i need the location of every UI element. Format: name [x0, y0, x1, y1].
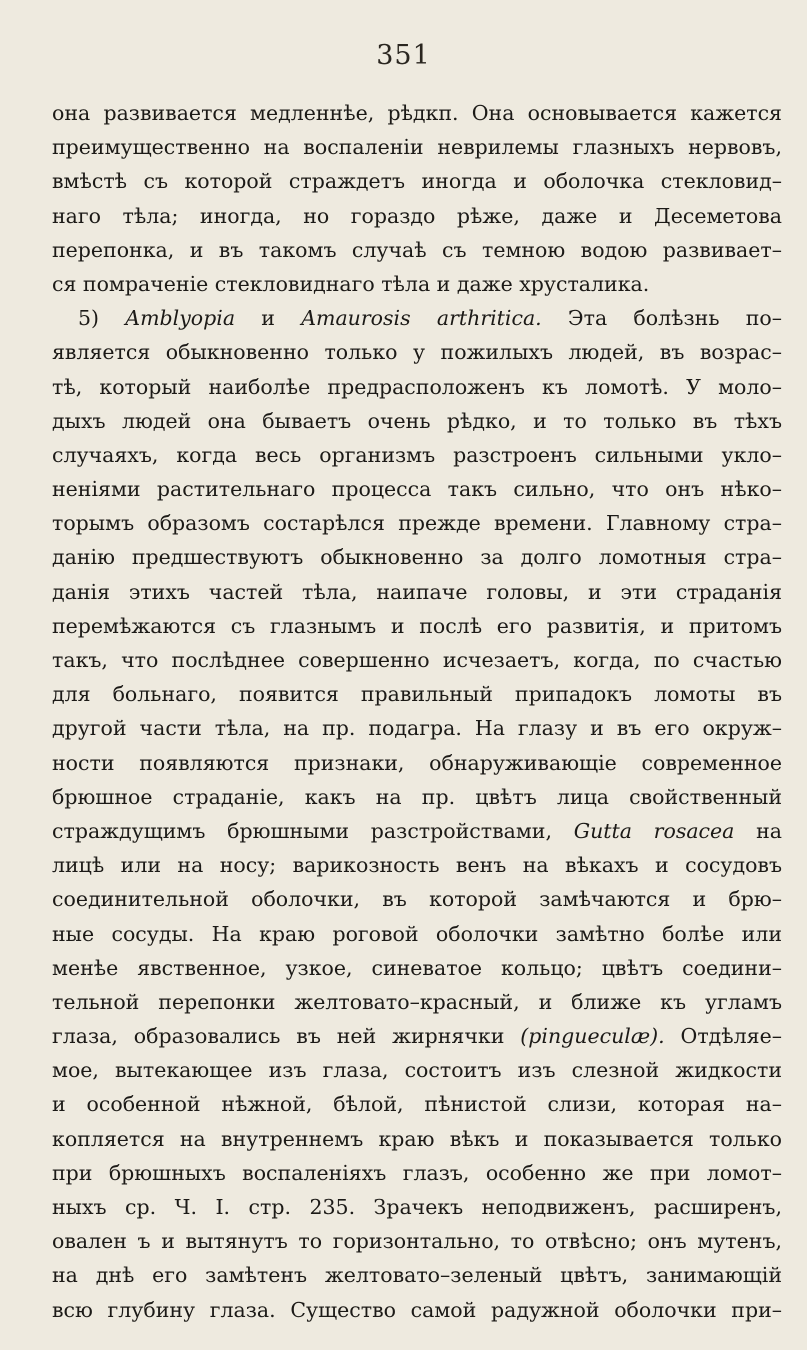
latin-term: (pingueculæ). — [520, 1024, 665, 1049]
text-line: лицѣ или на носу; варикозность венъ на вѣкахъ и сосудовъ — [52, 853, 782, 878]
text-line — [52, 301, 782, 335]
text-line: перемѣжаются съ глазнымъ и послѣ его развитія, и притомъ — [52, 613, 782, 638]
text-line: тѣ, который наиболѣе предрасположенъ къ ломотѣ. У моло– — [52, 374, 782, 399]
text-line — [52, 814, 782, 848]
text-line: торымъ образомъ состарѣлся прежде времени. Главному стра– — [52, 511, 782, 536]
latin-term: Amblyopia — [125, 306, 236, 331]
text-line: овален ъ и вытянутъ то горизонтально, то отвѣсно; онъ мутенъ, — [52, 1229, 782, 1254]
text-segment: и — [235, 306, 302, 331]
text-line: вмѣстѣ съ которой страждетъ иногда и оболочка стекловид– — [52, 169, 782, 194]
text-line: перепонка, и въ такомъ случаѣ съ темною водою развивает– — [52, 237, 782, 262]
text-line: ности появляются признаки, обнаруживающіе современное — [52, 750, 782, 775]
text-line: тельной перепонки желтовато–красный, и ближе къ угламъ — [52, 989, 782, 1014]
text-line: данію предшествуютъ обыкновенно за долго ломотныя стра– — [52, 545, 782, 570]
text-line: неніями растительнаго процесса такъ сильно, что онъ нѣко– — [52, 477, 782, 502]
text-segment: на — [734, 818, 782, 843]
text-line: на днѣ его замѣтенъ желтовато–зеленый цвѣтъ, занимающій — [52, 1263, 782, 1288]
text-line: брюшное страданіе, какъ на пр. цвѣтъ лица свойственный — [52, 784, 782, 809]
text-line: такъ, что послѣднее совершенно исчезаетъ, когда, по счастью — [52, 648, 782, 672]
text-segment: 5) — [78, 306, 126, 331]
text-segment: Эта болѣзнь по– — [541, 306, 782, 331]
text-line — [52, 1019, 782, 1053]
text-line: мое, вытекающее изъ глаза, состоитъ изъ слезной жидкости — [52, 1058, 782, 1083]
text-line: является обыкновенно только у пожилыхъ людей, въ возрас– — [52, 340, 782, 365]
text-line: дыхъ людей она бываетъ очень рѣдко, и то только въ тѣхъ — [52, 408, 782, 433]
text-line: случаяхъ, когда весь организмъ разстроенъ сильными укло– — [52, 442, 782, 467]
page-number: 351 — [376, 40, 431, 71]
latin-term: Gutta rosacea — [573, 818, 735, 843]
text-line: преимущественно на воспаленіи неврилемы глазныхъ нервовъ, — [52, 135, 782, 160]
text-line: при брюшныхъ воспаленіяхъ глазъ, особенно же при ломот– — [52, 1160, 782, 1185]
text-line: менѣе явственное, узкое, синеватое кольцо; цвѣтъ соедини– — [52, 955, 782, 980]
text-line: она развивается медленнѣе, рѣдкп. Она основывается кажется — [52, 101, 782, 125]
latin-term: Amaurosis arthritica. — [301, 306, 542, 331]
text-line: ныхъ ср. Ч. I. стр. 235. Зрачекъ неподвиженъ, расширенъ, — [52, 1195, 782, 1219]
text-line: всю глубину глаза. Существо самой радужной оболочки при– — [52, 1297, 782, 1322]
text-line: ся помраченіе стекловиднаго тѣла и даже хрусталика. — [52, 271, 650, 296]
text-segment: страждущимъ брюшными разстройствами, — [52, 818, 574, 843]
text-line: данія этихъ частей тѣла, наипаче головы, и эти страданія — [52, 579, 782, 604]
text-segment: глаза, образовались въ ней жирнячки — [52, 1024, 521, 1049]
text-line: копляется на внутреннемъ краю вѣкъ и показывается только — [52, 1126, 782, 1151]
text-line: другой части тѣла, на пр. подагра. На глазу и въ его окруж– — [52, 716, 782, 741]
text-line: ные сосуды. На краю роговой оболочки замѣтно болѣе или — [52, 921, 782, 946]
text-line: для больнаго, появится правильный припадокъ ломоты въ — [52, 682, 782, 707]
text-line: наго тѣла; иногда, но гораздо рѣже, даже и Десеметова — [52, 203, 782, 228]
text-line: и особенной нѣжной, бѣлой, пѣнистой слизи, которая на– — [52, 1092, 782, 1117]
body-text — [52, 96, 782, 1327]
text-line: соединительной оболочки, въ которой замѣчаются и брю– — [52, 887, 782, 912]
text-segment: Отдѣляе– — [664, 1024, 782, 1049]
